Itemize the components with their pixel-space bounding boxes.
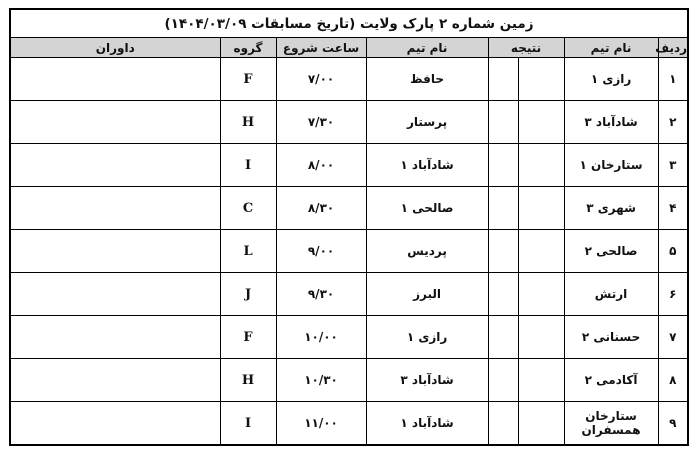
header-start-time: ساعت شروع xyxy=(276,38,366,58)
row-number-cell: ۶ xyxy=(658,273,688,316)
team-2-cell: شادآباد ۳ xyxy=(366,359,488,402)
start-time-cell: ۸/۰۰ xyxy=(276,144,366,187)
team-2-cell: شادآباد ۱ xyxy=(366,144,488,187)
row-number-cell: ۳ xyxy=(658,144,688,187)
result-score-1-cell xyxy=(518,316,564,359)
team-1-cell: آکادمی ۲ xyxy=(564,359,658,402)
table-row xyxy=(10,316,688,359)
team-1-cell: صالحی ۲ xyxy=(564,230,658,273)
result-score-1-cell xyxy=(518,359,564,402)
team-2-cell: رازی ۱ xyxy=(366,316,488,359)
team-1-cell: شادآباد ۳ xyxy=(564,101,658,144)
result-score-1-cell xyxy=(518,187,564,230)
table-row xyxy=(10,402,688,446)
group-cell: C xyxy=(220,187,276,230)
row-number-cell: ۸ xyxy=(658,359,688,402)
referees-cell xyxy=(10,273,220,316)
group-cell: F xyxy=(220,316,276,359)
group-cell: H xyxy=(220,359,276,402)
start-time-cell: ۱۰/۰۰ xyxy=(276,316,366,359)
team-1-cell: حسنانی ۲ xyxy=(564,316,658,359)
start-time-cell: ۱۰/۳۰ xyxy=(276,359,366,402)
start-time-cell: ۹/۰۰ xyxy=(276,230,366,273)
row-number-cell: ۵ xyxy=(658,230,688,273)
referees-cell xyxy=(10,58,220,101)
result-score-1-cell xyxy=(518,273,564,316)
table-row xyxy=(10,101,688,144)
group-cell: I xyxy=(220,144,276,187)
header-row xyxy=(10,38,688,58)
row-number-cell: ۹ xyxy=(658,402,688,446)
header-team-2: نام تیم xyxy=(366,38,488,58)
team-2-cell: پرستار xyxy=(366,101,488,144)
result-score-1-cell xyxy=(518,101,564,144)
team-2-cell: شادآباد ۱ xyxy=(366,402,488,446)
group-cell: J xyxy=(220,273,276,316)
result-score-2-cell xyxy=(488,316,518,359)
start-time-cell: ۹/۳۰ xyxy=(276,273,366,316)
start-time-cell: ۷/۳۰ xyxy=(276,101,366,144)
referees-cell xyxy=(10,230,220,273)
start-time-cell: ۸/۳۰ xyxy=(276,187,366,230)
header-group: گروه xyxy=(220,38,276,58)
group-cell: L xyxy=(220,230,276,273)
result-score-2-cell xyxy=(488,101,518,144)
referees-cell xyxy=(10,144,220,187)
result-score-1-cell xyxy=(518,230,564,273)
referees-cell xyxy=(10,316,220,359)
team-1-cell: ستارخان همسفران xyxy=(564,402,658,446)
group-cell: F xyxy=(220,58,276,101)
result-score-2-cell xyxy=(488,58,518,101)
row-number-cell: ۲ xyxy=(658,101,688,144)
schedule-sheet xyxy=(9,8,687,446)
table-row xyxy=(10,58,688,101)
referees-cell xyxy=(10,402,220,446)
result-score-2-cell xyxy=(488,144,518,187)
result-score-1-cell xyxy=(518,402,564,446)
start-time-cell: ۷/۰۰ xyxy=(276,58,366,101)
table-row xyxy=(10,273,688,316)
team-1-cell: شهری ۳ xyxy=(564,187,658,230)
result-score-1-cell xyxy=(518,144,564,187)
header-team-1: نام تیم xyxy=(564,38,658,58)
table-row xyxy=(10,187,688,230)
team-2-cell: پردیس xyxy=(366,230,488,273)
result-score-2-cell xyxy=(488,359,518,402)
result-score-2-cell xyxy=(488,187,518,230)
result-score-1-cell xyxy=(518,58,564,101)
table-row xyxy=(10,230,688,273)
header-row-number: ردیف xyxy=(658,38,688,58)
group-cell: I xyxy=(220,402,276,446)
row-number-cell: ۴ xyxy=(658,187,688,230)
referees-cell xyxy=(10,359,220,402)
header-referees: داوران xyxy=(10,38,220,58)
team-1-cell: ستارخان ۱ xyxy=(564,144,658,187)
result-score-2-cell xyxy=(488,402,518,446)
start-time-cell: ۱۱/۰۰ xyxy=(276,402,366,446)
header-result: نتیجه xyxy=(488,38,564,58)
row-number-cell: ۷ xyxy=(658,316,688,359)
table-row xyxy=(10,359,688,402)
table-row xyxy=(10,144,688,187)
team-1-cell: رازی ۱ xyxy=(564,58,658,101)
match-schedule-table xyxy=(9,8,689,446)
result-score-2-cell xyxy=(488,273,518,316)
referees-cell xyxy=(10,101,220,144)
result-score-2-cell xyxy=(488,230,518,273)
row-number-cell: ۱ xyxy=(658,58,688,101)
team-1-cell: ارتش xyxy=(564,273,658,316)
team-2-cell: حافظ xyxy=(366,58,488,101)
team-2-cell: البرز xyxy=(366,273,488,316)
team-2-cell: صالحی ۱ xyxy=(366,187,488,230)
sheet-title: زمین شماره ۲ پارک ولایت (تاریخ مسابقات ۱۴۰۴/۰۳/۰۹) xyxy=(10,9,688,38)
referees-cell xyxy=(10,187,220,230)
group-cell: H xyxy=(220,101,276,144)
